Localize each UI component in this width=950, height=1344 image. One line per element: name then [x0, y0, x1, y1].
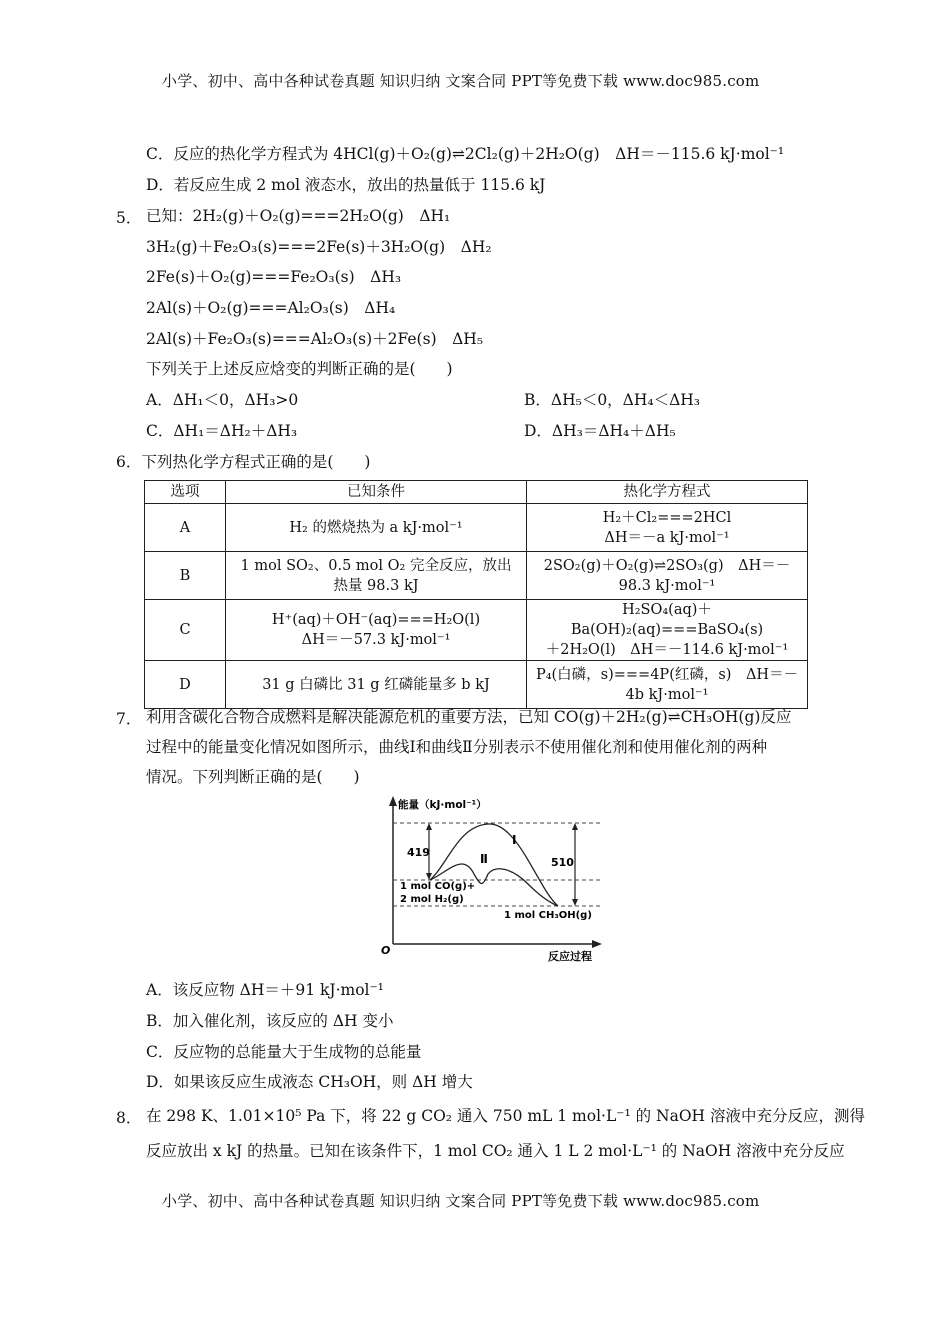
origin-label: O: [381, 944, 391, 957]
page-footer: 小学、初中、高中各种试卷真题 知识归纳 文案合同 PPT等免费下载 www.doc985.com: [162, 1192, 760, 1210]
q8-number: 8．: [116, 1109, 142, 1127]
y-axis-label: 能量（kJ·mol⁻¹）: [398, 799, 487, 811]
q5-line: 2Fe(s)＋O₂(g)===Fe₂O₃(s) ΔH₃: [146, 268, 402, 286]
x-axis-label: 反应过程: [548, 950, 592, 963]
table-cell-equation: H₂SO₄(aq)＋Ba(OH)₂(aq)===BaSO₄(s) ＋2H₂O(l) ΔH＝－114.6 kJ·mol⁻¹: [527, 600, 808, 661]
q5-line: 已知：2H₂(g)＋O₂(g)===2H₂O(g) ΔH₁: [146, 207, 451, 225]
q5-line: 2Al(s)＋O₂(g)===Al₂O₃(s) ΔH₄: [146, 299, 396, 317]
q7-option-d: D．如果该反应生成液态 CH₃OH，则 ΔH 增大: [146, 1073, 473, 1091]
q4-option-d: D．若反应生成 2 mol 液态水，放出的热量低于 115.6 kJ: [146, 176, 546, 194]
q7-line: 过程中的能量变化情况如图所示，曲线Ⅰ和曲线Ⅱ分别表示不使用催化剂和使用催化剂的两种: [146, 738, 768, 756]
curve-i-label: Ⅰ: [512, 833, 517, 847]
q5-option-b: B．ΔH₅＜0，ΔH₄＜ΔH₃: [524, 391, 701, 409]
q5-number: 5．: [116, 209, 142, 227]
table-cell-equation: H₂＋Cl₂===2HCl ΔH＝－a kJ·mol⁻¹: [527, 504, 808, 552]
y-axis-arrow: [389, 796, 397, 806]
q7-number: 7．: [116, 710, 142, 728]
q5-option-a: A．ΔH₁＜0，ΔH₃>0: [146, 391, 299, 409]
table-row: [145, 600, 808, 661]
q8-line: 反应放出 x kJ 的热量。已知在该条件下，1 mol CO₂ 通入 1 L 2 mol·L⁻¹ 的 NaOH 溶液中充分反应: [146, 1142, 845, 1160]
curve-ii-label: Ⅱ: [480, 852, 488, 866]
energy-diagram: [378, 794, 608, 966]
table-header: 已知条件: [226, 481, 527, 504]
table-cell-condition: 31 g 白磷比 31 g 红磷能量多 b kJ: [226, 661, 527, 709]
table-row: [145, 661, 808, 709]
q7-option-c: C．反应物的总能量大于生成物的总能量: [146, 1043, 422, 1061]
q7-line: 利用含碳化合物合成燃料是解决能源危机的重要方法，已知 CO(g)＋2H₂(g)⇌CH₃OH(g)反应: [146, 708, 792, 726]
table-header: 选项: [145, 481, 226, 504]
x-axis-arrow: [592, 940, 602, 948]
table-cell-option: A: [145, 504, 226, 552]
table-cell-condition: H⁺(aq)＋OH⁻(aq)===H₂O(l) ΔH＝－57.3 kJ·mol⁻¹: [226, 600, 527, 661]
gap-label-510: 510: [551, 856, 574, 869]
gap-label-419: 419: [407, 846, 430, 859]
q5-line: 3H₂(g)＋Fe₂O₃(s)===2Fe(s)＋3H₂O(g) ΔH₂: [146, 238, 492, 256]
table-row: [145, 552, 808, 600]
table-cell-condition: H₂ 的燃烧热为 a kJ·mol⁻¹: [226, 504, 527, 552]
q7-line: 情况。下列判断正确的是( ): [146, 768, 360, 786]
table-cell-equation: 2SO₂(g)＋O₂(g)⇌2SO₃(g) ΔH＝－ 98.3 kJ·mol⁻¹: [527, 552, 808, 600]
q5-stem: 下列关于上述反应焓变的判断正确的是( ): [146, 360, 453, 378]
table-row: [145, 504, 808, 552]
q5-option-c: C．ΔH₁＝ΔH₂＋ΔH₃: [146, 422, 298, 440]
table-cell-condition: 1 mol SO₂、0.5 mol O₂ 完全反应，放出 热量 98.3 kJ: [226, 552, 527, 600]
reactant-label: 1 mol CO(g)+: [400, 881, 476, 892]
q5-option-d: D．ΔH₃＝ΔH₄＋ΔH₅: [524, 422, 676, 440]
q4-option-c: C．反应的热化学方程式为 4HCl(g)＋O₂(g)⇌2Cl₂(g)＋2H₂O(g) ΔH＝－115.6 kJ·mol⁻¹: [146, 145, 785, 163]
table-cell-option: B: [145, 552, 226, 600]
reactant-label: 2 mol H₂(g): [400, 894, 464, 905]
q8-line: 在 298 K、1.01×10⁵ Pa 下，将 22 g CO₂ 通入 750 mL 1 mol·L⁻¹ 的 NaOH 溶液中充分反应，测得: [146, 1107, 865, 1125]
table-header: 热化学方程式: [527, 481, 808, 504]
table-cell-equation: P₄(白磷，s)===4P(红磷，s) ΔH＝－ 4b kJ·mol⁻¹: [527, 661, 808, 709]
page-header: 小学、初中、高中各种试卷真题 知识归纳 文案合同 PPT等免费下载 www.doc985.com: [162, 72, 760, 90]
q5-line: 2Al(s)＋Fe₂O₃(s)===Al₂O₃(s)＋2Fe(s) ΔH₅: [146, 330, 484, 348]
table-header-row: [145, 481, 808, 504]
table-cell-option: D: [145, 661, 226, 709]
q6-stem: 6．下列热化学方程式正确的是( ): [116, 453, 371, 471]
table-cell-option: C: [145, 600, 226, 661]
q6-table: [144, 480, 808, 709]
q7-option-a: A．该反应物 ΔH＝＋91 kJ·mol⁻¹: [146, 981, 384, 999]
product-label: 1 mol CH₃OH(g): [504, 910, 592, 921]
q7-option-b: B．加入催化剂，该反应的 ΔH 变小: [146, 1012, 394, 1030]
